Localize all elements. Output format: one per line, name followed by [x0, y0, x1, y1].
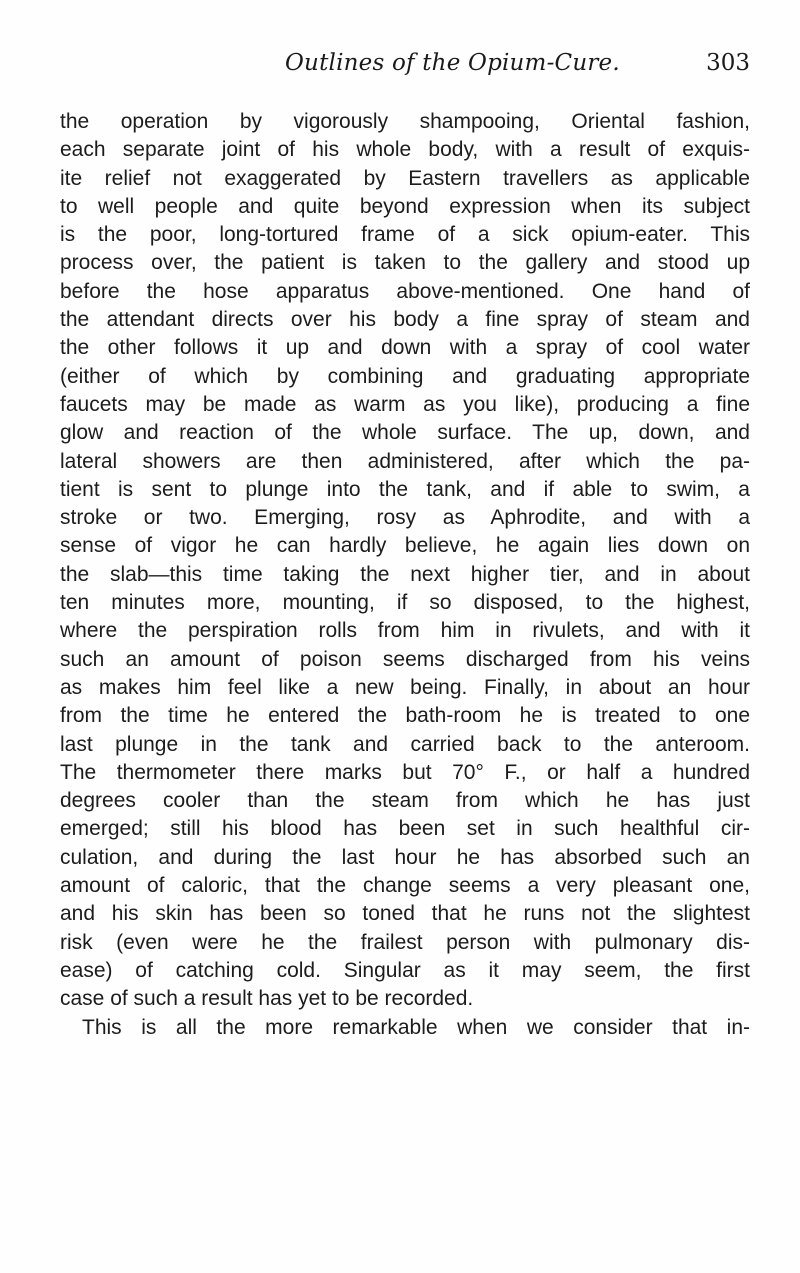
text-line: each separate joint of his whole body, with a result of exquis-	[60, 138, 750, 162]
text-line: amount of caloric, that the change seems a very pleasant one,	[60, 874, 750, 898]
text-line: emerged; still his blood has been set in such healthful cir-	[60, 817, 750, 841]
text-line: where the perspiration rolls from him in rivulets, and with it	[60, 619, 750, 643]
text-line: glow and reaction of the whole surface. The up, down, and	[60, 421, 750, 445]
text-line: last plunge in the tank and carried back to the anteroom.	[60, 732, 750, 756]
text-line: from the time he entered the bath-room he is treated to one	[60, 704, 750, 728]
text-line: as makes him feel like a new being. Finally, in about an hour	[60, 675, 750, 699]
text-line: faucets may be made as warm as you like), producing a fine	[60, 392, 750, 416]
text-line: the attendant directs over his body a fine spray of steam and	[60, 308, 750, 332]
body-text	[60, 108, 750, 1042]
text-line: the operation by vigorously shampooing, Oriental fashion,	[60, 110, 750, 133]
text-line: before the hose apparatus above-mentioned. One hand of	[60, 279, 750, 303]
text-line: to well people and quite beyond expression when its subject	[60, 194, 750, 218]
text-line: lateral showers are then administered, after which the pa-	[60, 449, 750, 473]
text-line-paragraph-start: This is all the more remarkable when we consider that in-	[82, 1015, 750, 1039]
running-title: Outlines of the Opium-Cure.	[285, 50, 620, 76]
text-line: degrees cooler than the steam from which he has just	[60, 789, 750, 813]
text-line: such an amount of poison seems discharged from his veins	[60, 647, 750, 671]
text-line-paragraph-end: case of such a result has yet to be recorded.	[60, 987, 474, 1011]
text-line: sense of vigor he can hardly believe, he again lies down on	[60, 534, 750, 558]
text-line: ite relief not exaggerated by Eastern travellers as applicable	[60, 166, 750, 190]
text-line: culation, and during the last hour he has absorbed such an	[60, 845, 750, 869]
text-line: tient is sent to plunge into the tank, and if able to swim, a	[60, 477, 750, 501]
text-line: and his skin has been so toned that he runs not the slightest	[60, 902, 750, 926]
text-line: the slab—this time taking the next higher tier, and in about	[60, 562, 750, 586]
text-line: the other follows it up and down with a spray of cool water	[60, 336, 750, 360]
text-line: ten minutes more, mounting, if so disposed, to the highest,	[60, 591, 750, 615]
text-line: ease) of catching cold. Singular as it may seem, the first	[60, 958, 750, 982]
page-header	[60, 50, 750, 90]
page-number: 303	[706, 50, 750, 76]
text-line: risk (even were he the frailest person with pulmonary dis-	[60, 930, 750, 954]
text-line: is the poor, long-tortured frame of a sick opium-eater. This	[60, 223, 750, 247]
text-line: The thermometer there marks but 70° F., or half a hundred	[60, 760, 750, 784]
text-line: (either of which by combining and graduating appropriate	[60, 364, 750, 388]
text-line: stroke or two. Emerging, rosy as Aphrodite, and with a	[60, 506, 750, 530]
text-line: process over, the patient is taken to the gallery and stood up	[60, 251, 750, 275]
